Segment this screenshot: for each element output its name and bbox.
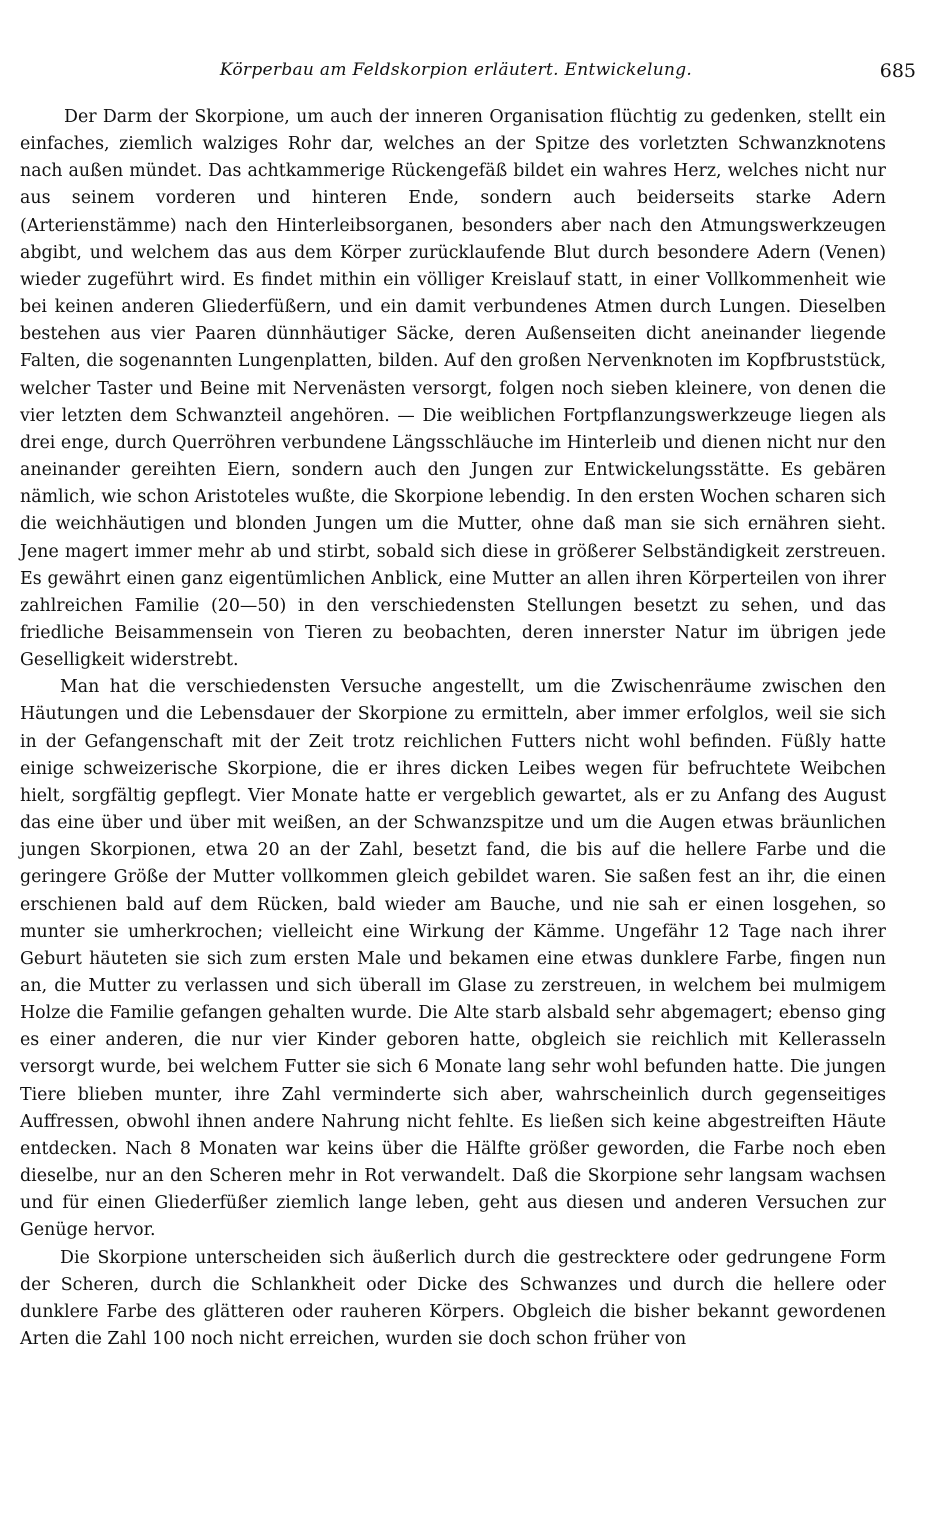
paragraph-darm-herz-lungen: Der Darm der Skorpione, um auch der inneren Organisation flüchtig zu gedenken, stellt ein einfaches, ziemlich walziges Rohr dar, welches an der Spitze des vorletzten Schwanzknotens nach außen mündet. Das achtkammerige Rückengefäß bildet ein wahres Herz, welches nicht nur aus seinem vorderen und hinteren Ende, sondern auch beiderseits starke Adern (Arterienstämme) nach den Hinterleibsorganen, besonders aber nach den Atmungswerkzeugen abgibt, und welchem das aus dem Körper zurücklaufende Blut durch besondere Adern (Venen) wieder zugeführt wird. Es findet mithin ein völliger Kreislauf statt, in einer Vollkommenheit wie bei keinen anderen Gliederfüßern, und ein damit verbundenes Atmen durch Lungen. Dieselben bestehen aus vier Paaren dünnhäutiger Säcke, deren Außenseiten dicht aneinander liegende Falten, die sogenannten Lungenplatten, bilden. Auf den großen Nervenknoten im Kopfbruststück, welcher Taster und Beine mit Nervenästen versorgt, folgen noch sieben kleinere, von denen die vier letzten dem Schwanzteil angehören. — Die weiblichen Fortpflanzungswerkzeuge liegen als drei enge, durch Querröhren verbundene Längsschläuche im Hinterleib und dienen nicht nur den aneinander gereihten Eiern, sondern auch den Jungen zur Entwickelungsstätte. Es gebären nämlich, wie schon Aristoteles wußte, die Skorpione lebendig. In den ersten Wochen scharen sich die weichhäutigen und blonden Jungen um die Mutter, ohne daß man sie sich ernähren sieht. Jene magert immer mehr ab und stirbt, sobald sich diese in größerer Selbständigkeit zerstreuen. Es gewährt einen ganz eigentümlichen Anblick, eine Mutter an allen ihren Körperteilen von ihrer zahlreichen Familie (20—50) in den verschiedensten Stellungen besetzt zu sehen, und das friedliche Beisammensein von Tieren zu beobachten, deren innerster Natur im übrigen jede Geselligkeit widerstrebt.	[20, 107, 886, 671]
page-number: 685	[879, 60, 916, 82]
running-head	[22, 60, 916, 86]
paragraph-versuche-fuessly: Man hat die verschiedensten Versuche angestellt, um die Zwischenräume zwischen den Häutungen und die Lebensdauer der Skorpione zu ermitteln, aber immer erfolglos, weil sie sich in der Gefangenschaft mit der Zeit trotz reichlichen Futters nicht wohl befinden. Füßly hatte einige schweizerische Skorpione, die er ihres dicken Leibes wegen für befruchtete Weibchen hielt, sorgfältig gepflegt. Vier Monate hatte er vergeblich gewartet, als er zu Anfang des August das eine über und über mit weißen, an der Schwanzspitze und um die Augen etwas bräunlichen jungen Skorpionen, etwa 20 an der Zahl, besetzt fand, die bis auf die hellere Farbe und die geringere Größe der Mutter vollkommen gleich gebildet waren. Sie saßen fest an ihr, die einen erschienen bald auf dem Rücken, bald wieder am Bauche, und nie sah er einen losgehen, so munter sie umherkrochen; vielleicht eine Wirkung der Kämme. Ungefähr 12 Tage nach ihrer Geburt häuteten sie sich zum ersten Male und bekamen eine etwas dunklere Farbe, fingen nun an, die Mutter zu verlassen und sich überall im Glase zu zerstreuen, in welchem bei mulmigem Holze die Familie gefangen gehalten wurde. Die Alte starb alsbald sehr abgemagert; ebenso ging es einer anderen, die nur vier Kinder geboren hatte, obgleich sie reichlich mit Kellerasseln versorgt wurde, bei welchem Futter sie sich 6 Monate lang sehr wohl befunden hatte. Die jungen Tiere blieben munter, ihre Zahl verminderte sich aber, wahrscheinlich durch gegenseitiges Auffressen, obwohl ihnen andere Nahrung nicht fehlte. Es ließen sich keine abgestreiften Häute entdecken. Nach 8 Monaten war keins über die Hälfte größer geworden, die Farbe noch eben dieselbe, nur an den Scheren mehr in Rot verwandelt. Daß die Skorpione sehr langsam wachsen und für einen Gliederfüßer ziemlich lange leben, geht aus diesen und anderen Versuchen zur Genüge hervor.	[20, 677, 886, 1241]
header-title: Körperbau am Feldskorpion erläutert. Entwickelung.	[219, 60, 693, 80]
body-text	[20, 104, 886, 1353]
paragraph-unterschiede-arten: Die Skorpione unterscheiden sich äußerlich durch die gestrecktere oder gedrungene Form der Scheren, durch die Schlankheit oder Dicke des Schwanzes und durch die hellere oder dunklere Farbe des glätteren oder rauheren Körpers. Obgleich die bisher bekannt gewordenen Arten die Zahl 100 noch nicht erreichen, wurden sie doch schon früher von	[20, 1247, 886, 1350]
